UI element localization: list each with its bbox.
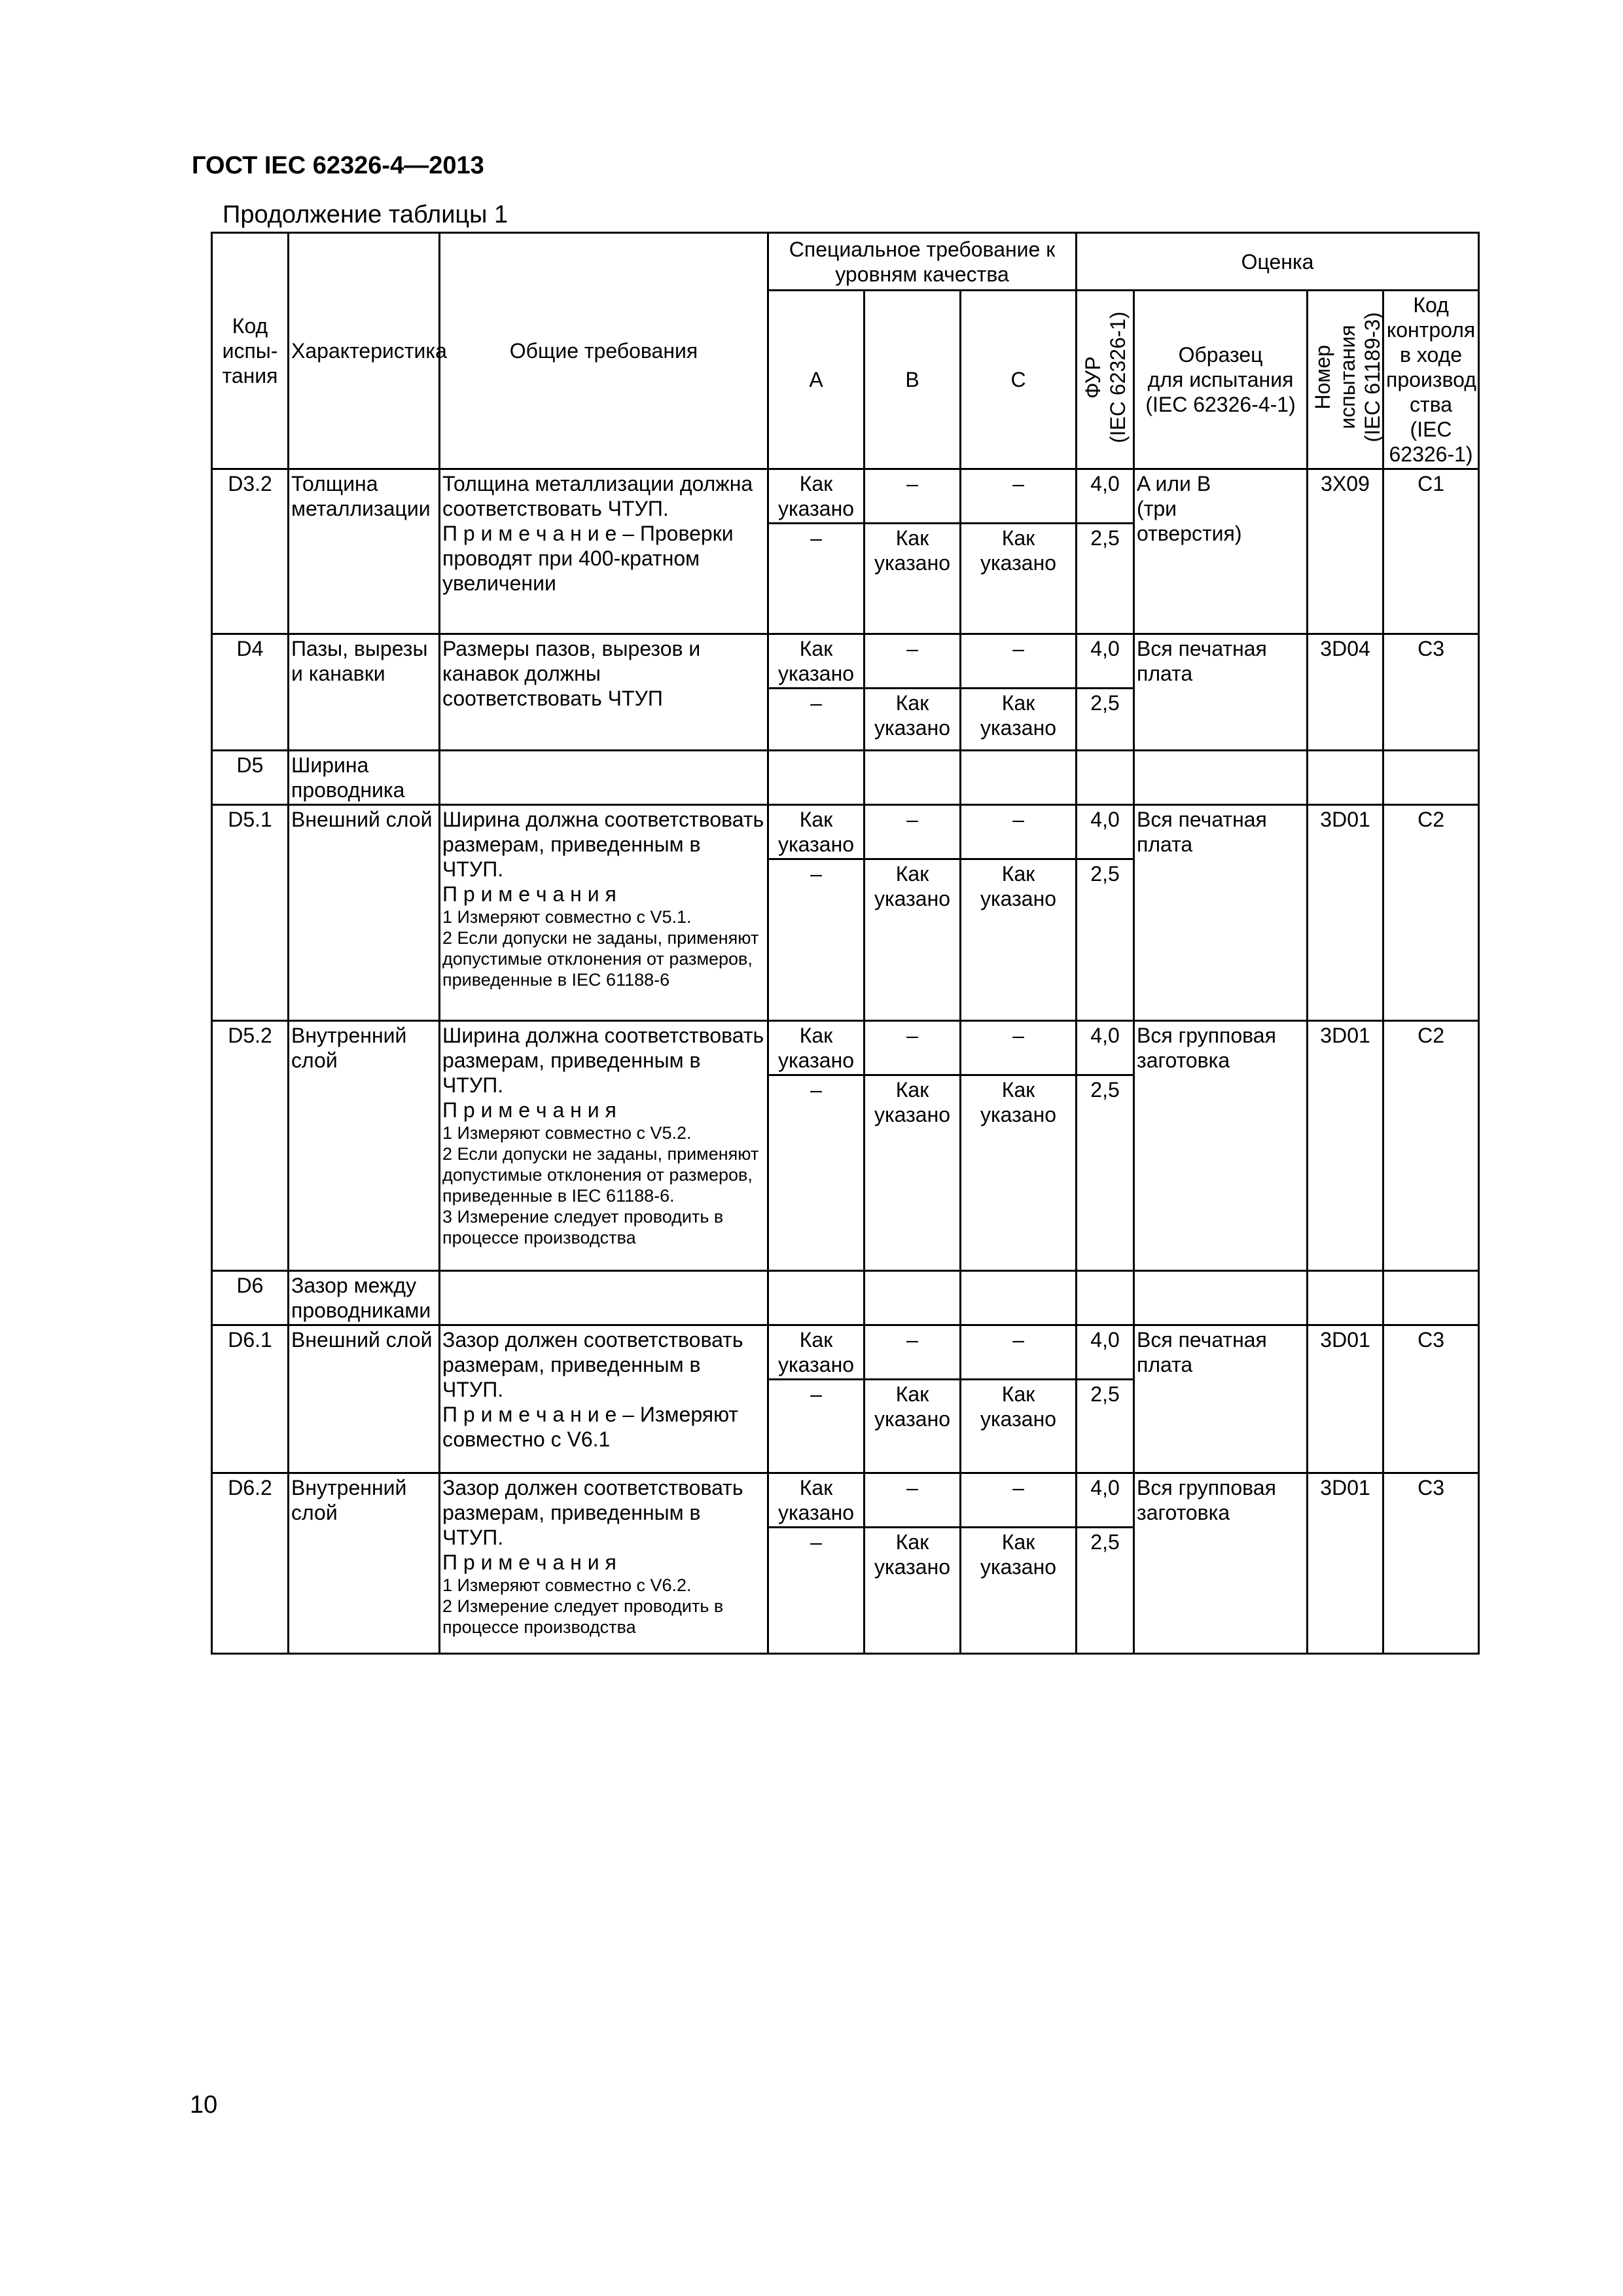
- row-test-number: 3D01: [1308, 805, 1383, 1021]
- level-b2-value: Как указано: [865, 858, 959, 912]
- row-code: D6.1: [212, 1325, 289, 1473]
- row-code: D6.2: [212, 1473, 289, 1654]
- col-header-test-number: Номер испытания (IEC 61189-3): [1311, 312, 1385, 442]
- level-b1-value: –: [906, 637, 918, 660]
- row-control-code: C3: [1383, 1473, 1479, 1654]
- col-header-a: A: [768, 291, 865, 469]
- level-f1-value: 4,0: [1090, 637, 1120, 660]
- level-a1-value: Как указано: [777, 1328, 855, 1376]
- col-header-b: B: [865, 291, 961, 469]
- col-header-fur: ФУР (IEC 62326-1): [1080, 311, 1130, 443]
- table-row: [212, 805, 1479, 1021]
- document-title: ГОСТ IEC 62326-4—2013: [192, 152, 484, 179]
- table-row: [212, 1021, 1479, 1271]
- row-sample: Вся печатная плата: [1134, 805, 1308, 1021]
- row-characteristic: Внутренний слой: [289, 1021, 440, 1271]
- level-a1-value: Как указано: [777, 472, 855, 520]
- level-c1-value: –: [1012, 808, 1024, 831]
- level-a2-value: –: [769, 858, 863, 888]
- row-control-code: C2: [1383, 805, 1479, 1021]
- row-general-requirement: Зазор должен соответствовать размерам, приведенным в ЧТУП.: [442, 1476, 743, 1549]
- row-characteristic: Внутренний слой: [289, 1473, 440, 1654]
- row-test-number: 3D01: [1308, 1473, 1383, 1654]
- col-header-control-code: Код контроля в ходе производ ства (IEC 62326-1): [1383, 291, 1479, 469]
- row-note-body: 1 Измеряют совместно с V5.1. 2 Если допуски не заданы, применяют допустимые отклонения от размеров, приведенные в IEC 61188-6: [442, 907, 759, 990]
- row-characteristic: Зазор между проводниками: [289, 1271, 440, 1325]
- level-a2-value: –: [769, 1074, 863, 1103]
- row-characteristic: Внешний слой: [289, 1325, 440, 1473]
- level-f2-value: 2,5: [1077, 1526, 1133, 1556]
- level-b2-value: Как указано: [865, 1378, 959, 1433]
- level-a1-value: Как указано: [777, 808, 855, 856]
- level-b2-value: Как указано: [865, 522, 959, 577]
- row-characteristic: Внешний слой: [289, 805, 440, 1021]
- level-c2-value: Как указано: [961, 1074, 1075, 1128]
- level-b1-value: –: [906, 808, 918, 831]
- row-code: D6: [212, 1271, 289, 1325]
- row-general-requirement: Ширина должна соответствовать размерам, приведенным в ЧТУП.: [442, 808, 764, 881]
- level-f1-value: 4,0: [1090, 472, 1120, 495]
- level-c1-value: –: [1012, 1476, 1024, 1499]
- level-b1-value: –: [906, 1476, 918, 1499]
- level-c2-value: Как указано: [961, 522, 1075, 577]
- row-characteristic: Пазы, вырезы и канавки: [289, 634, 440, 751]
- row-test-number: 3X09: [1308, 469, 1383, 634]
- level-b1-value: –: [906, 1024, 918, 1047]
- level-a2-value: –: [769, 522, 863, 552]
- col-header-characteristic: Характеристика: [289, 233, 440, 469]
- row-note-heading: П р и м е ч а н и я: [442, 882, 616, 906]
- row-general-requirement: Зазор должен соответствовать размерам, приведенным в ЧТУП.: [442, 1328, 743, 1401]
- level-b2-value: Как указано: [865, 1526, 959, 1581]
- row-note-heading: П р и м е ч а н и я: [442, 1098, 616, 1122]
- col-header-sample: Образец для испытания (IEC 62326-4-1): [1134, 291, 1308, 469]
- level-f2-value: 2,5: [1077, 1378, 1133, 1408]
- row-note-heading: П р и м е ч а н и е – Проверки проводят при 400-кратном увеличении: [442, 522, 734, 595]
- level-b2-value: Как указано: [865, 1074, 959, 1128]
- row-control-code: C3: [1383, 634, 1479, 751]
- row-test-number: 3D04: [1308, 634, 1383, 751]
- level-f2-value: 2,5: [1077, 522, 1133, 552]
- level-f1-value: 4,0: [1090, 1328, 1120, 1352]
- row-code: D3.2: [212, 469, 289, 634]
- row-test-number: 3D01: [1308, 1325, 1383, 1473]
- col-header-general: Общие требования: [440, 233, 768, 469]
- level-c1-value: –: [1012, 1328, 1024, 1352]
- table-row: [212, 751, 1479, 805]
- row-sample: Вся групповая заготовка: [1134, 1473, 1308, 1654]
- level-c1-value: –: [1012, 472, 1024, 495]
- level-b2-value: Как указано: [865, 687, 959, 742]
- table-row: [212, 469, 1479, 634]
- level-c2-value: Как указано: [961, 1526, 1075, 1581]
- row-code: D5: [212, 751, 289, 805]
- row-control-code: C1: [1383, 469, 1479, 634]
- row-note-body: 1 Измеряют совместно с V6.2. 2 Измерение следует проводить в процессе производства: [442, 1575, 724, 1637]
- row-general-requirement: Ширина должна соответствовать размерам, приведенным в ЧТУП.: [442, 1024, 764, 1097]
- level-f2-value: 2,5: [1077, 858, 1133, 888]
- level-c1-value: –: [1012, 637, 1024, 660]
- level-f2-value: 2,5: [1077, 1074, 1133, 1103]
- level-a1-value: Как указано: [777, 1024, 855, 1072]
- level-f1-value: 4,0: [1090, 1476, 1120, 1499]
- level-a2-value: –: [769, 1378, 863, 1408]
- level-a1-value: Как указано: [777, 637, 855, 685]
- level-a2-value: –: [769, 687, 863, 717]
- row-sample: Вся печатная плата: [1134, 1325, 1308, 1473]
- row-test-number: 3D01: [1308, 1021, 1383, 1271]
- row-general-requirement: Толщина металлизации должна соответствовать ЧТУП.: [442, 472, 753, 520]
- col-header-special: Специальное требование к уровням качества: [768, 233, 1077, 291]
- requirements-table: [211, 232, 1480, 1655]
- table-row: [212, 1473, 1479, 1654]
- row-general-requirement: Размеры пазов, вырезов и канавок должны соответствовать ЧТУП: [442, 637, 701, 710]
- row-note-heading: П р и м е ч а н и е – Измеряют совместно с V6.1: [442, 1403, 739, 1451]
- row-control-code: C3: [1383, 1325, 1479, 1473]
- table-row: [212, 1325, 1479, 1473]
- table-caption: Продолжение таблицы 1: [223, 201, 508, 228]
- table-row: [212, 1271, 1479, 1325]
- row-code: D5.1: [212, 805, 289, 1021]
- level-b1-value: –: [906, 1328, 918, 1352]
- level-a1-value: Как указано: [777, 1476, 855, 1524]
- level-b1-value: –: [906, 472, 918, 495]
- level-f1-value: 4,0: [1090, 1024, 1120, 1047]
- page-number: 10: [190, 2091, 218, 2119]
- level-c1-value: –: [1012, 1024, 1024, 1047]
- level-c2-value: Как указано: [961, 1378, 1075, 1433]
- row-note-body: 1 Измеряют совместно с V5.2. 2 Если допуски не заданы, применяют допустимые отклонения от размеров, приведенные в IEC 61188-6. 3 Измерение следует проводить в процессе производства: [442, 1123, 759, 1247]
- level-f2-value: 2,5: [1077, 687, 1133, 717]
- col-header-c: C: [961, 291, 1077, 469]
- level-a2-value: –: [769, 1526, 863, 1556]
- level-c2-value: Как указано: [961, 687, 1075, 742]
- row-characteristic: Ширина проводника: [289, 751, 440, 805]
- row-control-code: C2: [1383, 1021, 1479, 1271]
- level-f1-value: 4,0: [1090, 808, 1120, 831]
- row-sample: Вся групповая заготовка: [1134, 1021, 1308, 1271]
- col-header-code: Код испы- тания: [212, 233, 289, 469]
- row-characteristic: Толщина металлизации: [289, 469, 440, 634]
- table-row: [212, 634, 1479, 751]
- col-header-evaluation: Оценка: [1077, 233, 1479, 291]
- row-sample: Вся печатная плата: [1134, 634, 1308, 751]
- row-code: D4: [212, 634, 289, 751]
- row-note-heading: П р и м е ч а н и я: [442, 1551, 616, 1574]
- row-code: D5.2: [212, 1021, 289, 1271]
- row-sample: A или B (три отверстия): [1134, 469, 1308, 634]
- level-c2-value: Как указано: [961, 858, 1075, 912]
